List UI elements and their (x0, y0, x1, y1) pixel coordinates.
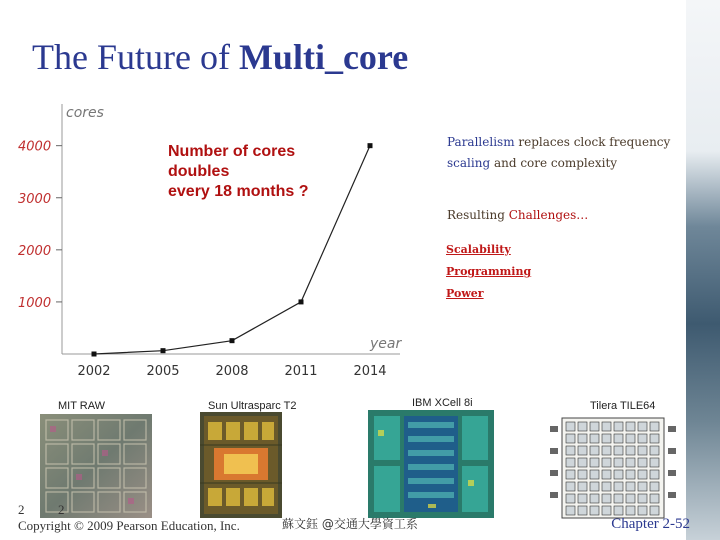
annotation-line-2: doubles (168, 163, 230, 180)
parallelism-line (447, 135, 670, 149)
tile (590, 434, 599, 443)
challenge-programming: Programming (446, 265, 532, 278)
x-axis-label: year (370, 336, 402, 352)
x-tick-label-2008: 2008 (215, 364, 249, 379)
tile (590, 470, 599, 479)
footer-page-left-2: 2 (58, 502, 65, 517)
tile (650, 446, 659, 455)
challenge-scalability: Scalability (446, 243, 511, 256)
tile (602, 470, 611, 479)
tile (614, 434, 623, 443)
tile (650, 470, 659, 479)
x-tick-label-2014: 2014 (353, 364, 387, 379)
tile (590, 506, 599, 515)
y-tick-label-1000: 1000 (18, 295, 52, 311)
tile (614, 506, 623, 515)
challenge-power: Power (446, 287, 484, 300)
tile (602, 458, 611, 467)
tile (650, 458, 659, 467)
tile (626, 434, 635, 443)
tile (590, 458, 599, 467)
x-tick-label-2011: 2011 (284, 364, 318, 379)
tile (566, 470, 575, 479)
slide-title (32, 36, 408, 78)
tile (614, 446, 623, 455)
tile (566, 506, 575, 515)
tilera-chip-diagram (548, 412, 678, 524)
tile (602, 482, 611, 491)
tile (638, 506, 647, 515)
tile (590, 422, 599, 431)
tile (578, 506, 587, 515)
tile (578, 494, 587, 503)
tile (578, 482, 587, 491)
tile (626, 470, 635, 479)
tile (650, 482, 659, 491)
tile (638, 422, 647, 431)
footer-chapter: Chapter 2-52 (611, 516, 690, 532)
tile (566, 434, 575, 443)
y-tick-label-4000: 4000 (18, 139, 52, 155)
data-point-2011 (299, 299, 304, 304)
footer-page-left: 2 (18, 502, 25, 517)
tile (578, 470, 587, 479)
ibm-xcell-chip-image (368, 410, 494, 518)
y-tick-label-3000: 3000 (18, 191, 52, 207)
parallelism-rest: replaces clock frequency (514, 135, 671, 149)
tile (614, 494, 623, 503)
chip-label-mit-raw: MIT RAW (58, 400, 106, 412)
tile (650, 494, 659, 503)
tile (614, 482, 623, 491)
tile (590, 446, 599, 455)
parallelism-word: Parallelism (447, 135, 515, 149)
title-prefix: The Future of (32, 37, 239, 77)
footer-copyright: Copyright © 2009 Pearson Education, Inc. (18, 518, 240, 533)
tile (626, 494, 635, 503)
sun-ultrasparc-chip-image (200, 412, 282, 518)
tile (578, 434, 587, 443)
tile (650, 506, 659, 515)
tile (626, 482, 635, 491)
annotation-line-3: every 18 months ? (168, 183, 309, 200)
tile (638, 446, 647, 455)
chip-label-sun: Sun Ultrasparc T2 (208, 400, 297, 412)
chip-label-ibm: IBM XCell 8i (412, 397, 473, 409)
tile (638, 434, 647, 443)
tile (566, 446, 575, 455)
y-axis-label: cores (66, 105, 104, 121)
tile (590, 482, 599, 491)
cores-chart (0, 96, 420, 386)
decorative-side-bar (686, 0, 720, 540)
tile (626, 422, 635, 431)
data-point-2002 (92, 352, 97, 357)
tile (602, 494, 611, 503)
tile (590, 494, 599, 503)
tile (626, 446, 635, 455)
tile (578, 446, 587, 455)
scaling-line (447, 156, 617, 170)
tile (602, 422, 611, 431)
tile (638, 458, 647, 467)
challenges-word: Challenges… (508, 208, 589, 222)
annotation-line-1: Number of cores (168, 143, 296, 160)
tile (638, 482, 647, 491)
tile (566, 494, 575, 503)
tile (578, 422, 587, 431)
tile (566, 458, 575, 467)
data-point-2005 (161, 348, 166, 353)
tile (650, 422, 659, 431)
x-tick-label-2005: 2005 (146, 364, 180, 379)
chip-label-tilera: Tilera TILE64 (590, 400, 656, 412)
tile (614, 470, 623, 479)
challenges-prefix: Resulting (447, 208, 509, 222)
scaling-word: scaling (447, 156, 491, 170)
tile (638, 494, 647, 503)
footer-author: 蘇文鈺 @交通大學資工系 (282, 517, 418, 531)
doubling-annotation (168, 142, 309, 202)
challenges-line (447, 208, 588, 222)
tile (614, 458, 623, 467)
tile (626, 506, 635, 515)
tile (626, 458, 635, 467)
tile (602, 434, 611, 443)
data-point-2014 (368, 143, 373, 148)
tile (602, 506, 611, 515)
tile (566, 422, 575, 431)
x-tick-label-2002: 2002 (77, 364, 111, 379)
scaling-rest: and core complexity (490, 156, 618, 170)
mit-raw-chip-image (40, 414, 152, 518)
tile (614, 422, 623, 431)
tile (566, 482, 575, 491)
tile (578, 458, 587, 467)
title-bold: Multi_core (238, 37, 409, 77)
tile (650, 434, 659, 443)
tile (602, 446, 611, 455)
tile (638, 470, 647, 479)
data-point-2008 (230, 338, 235, 343)
y-tick-label-2000: 2000 (18, 243, 52, 259)
